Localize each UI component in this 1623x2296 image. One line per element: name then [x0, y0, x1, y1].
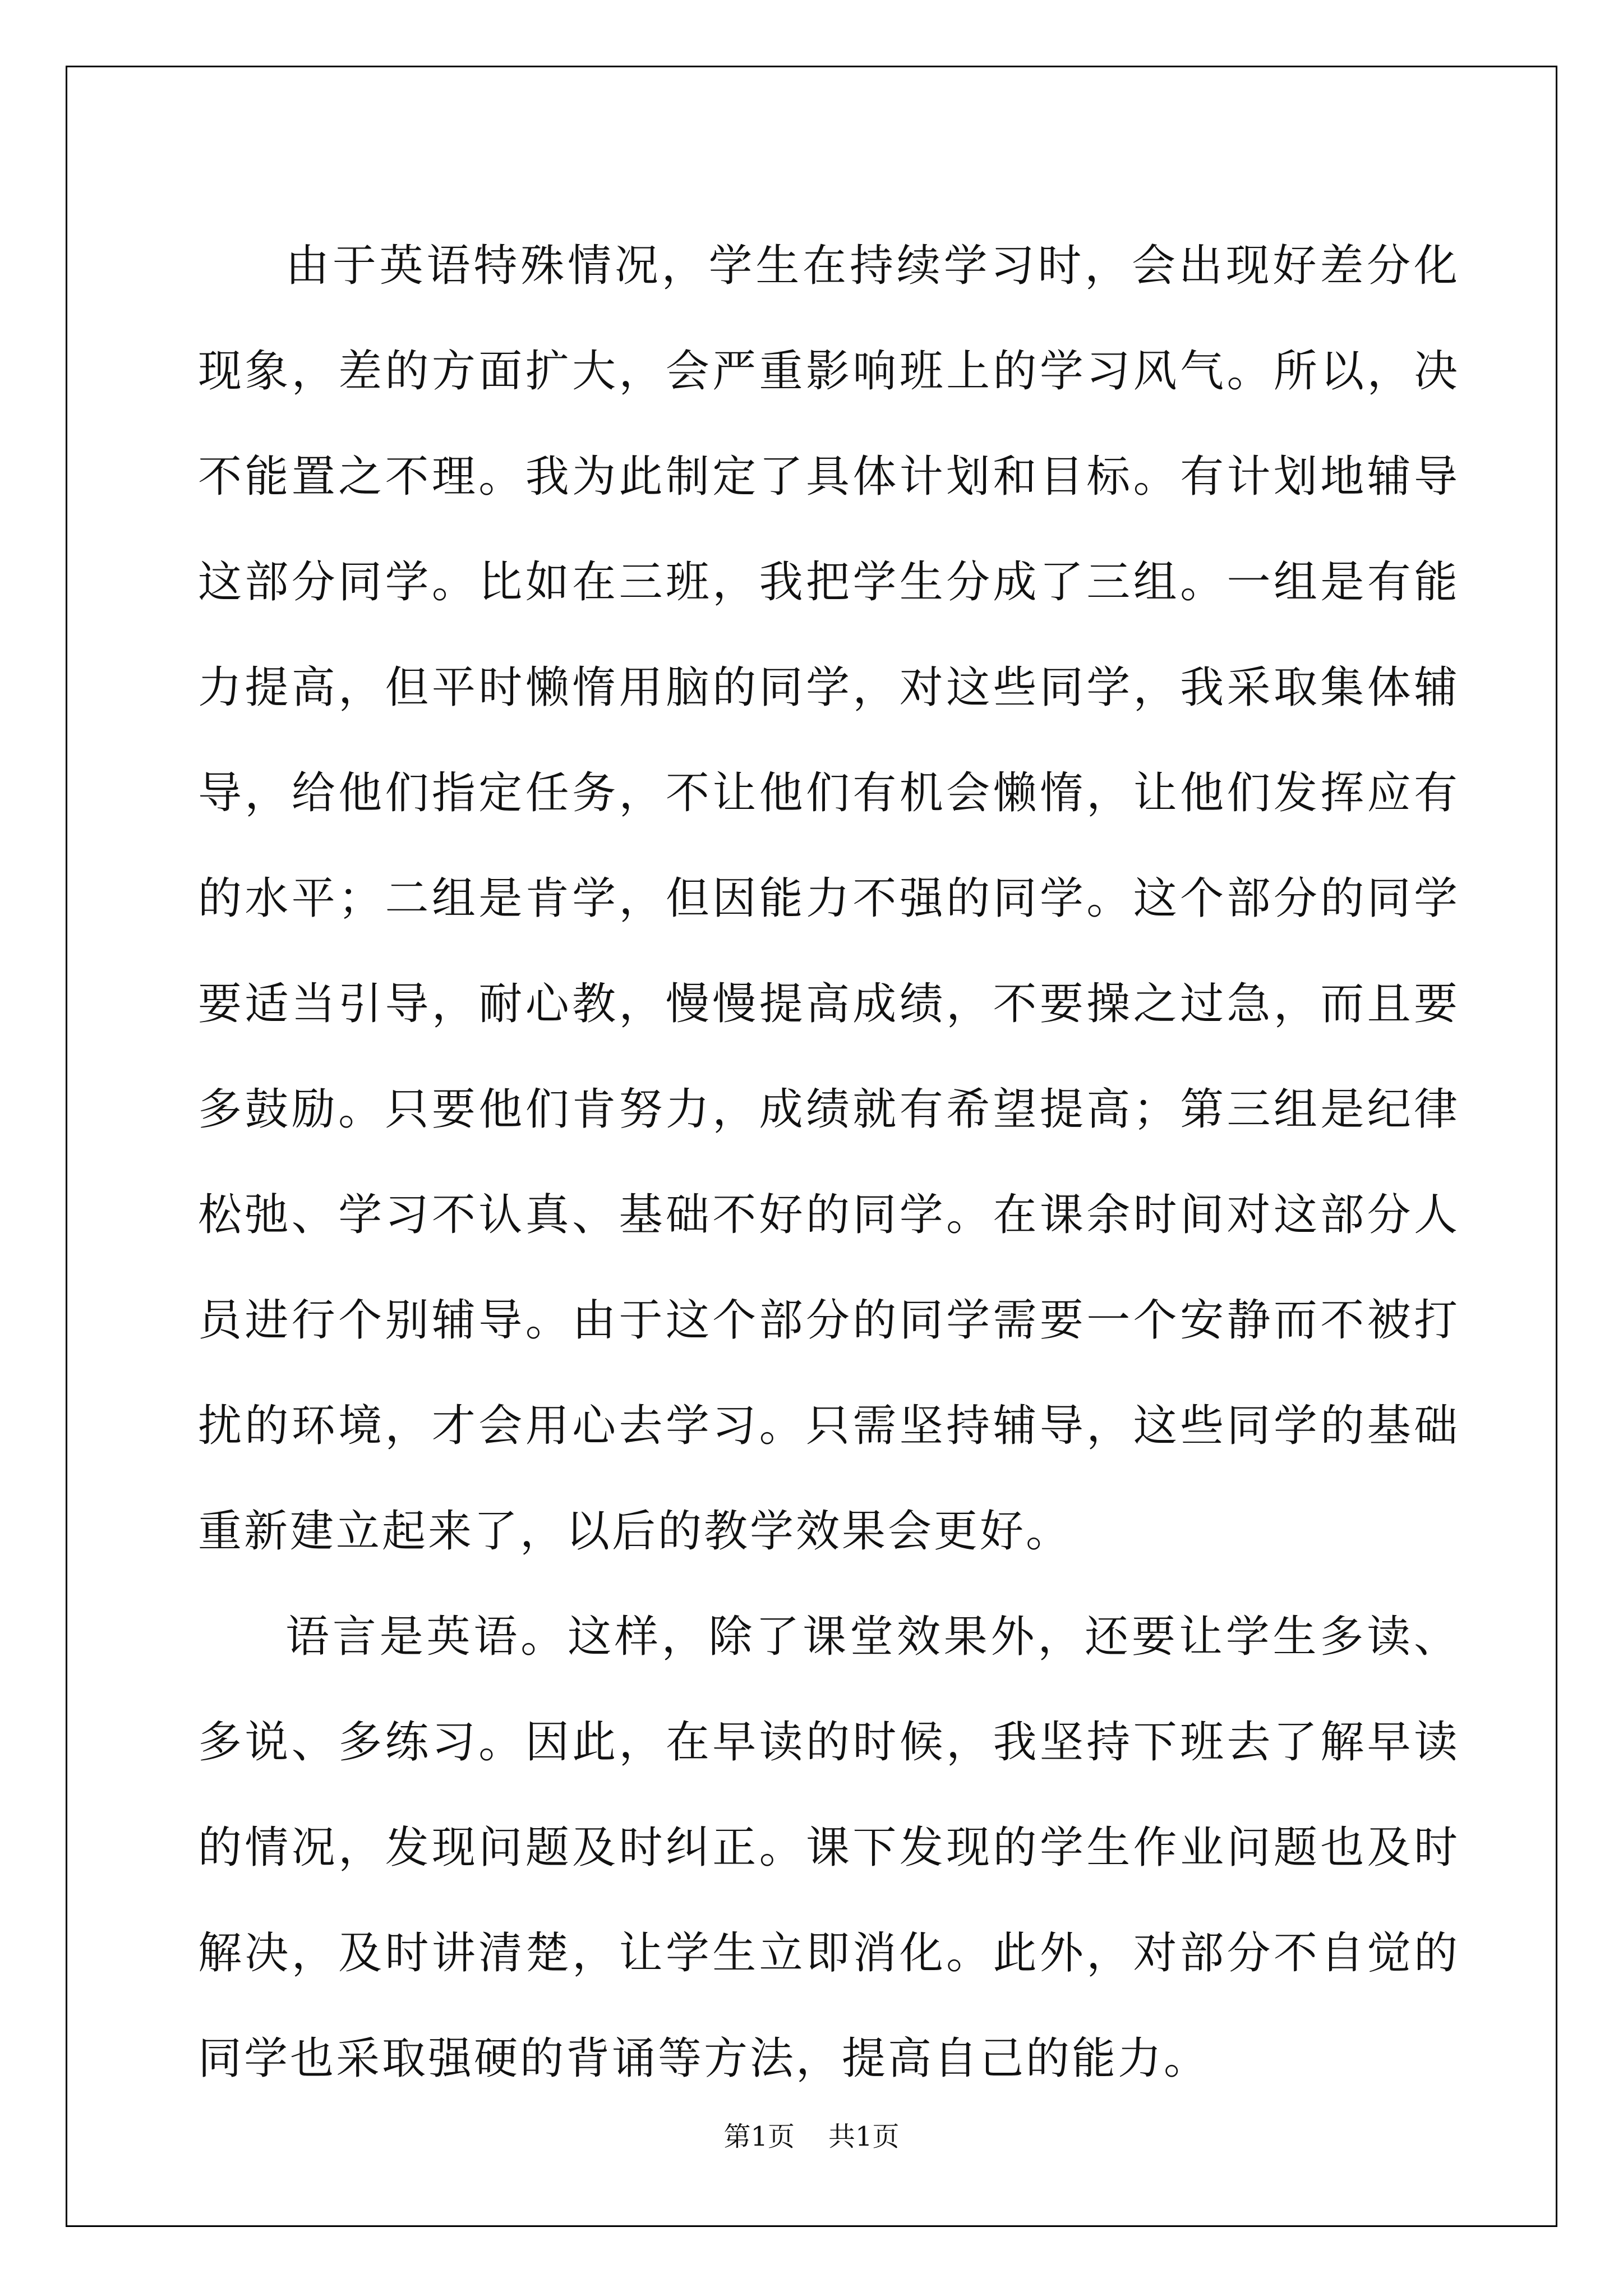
paragraph-2: 语言是英语。这样，除了课堂效果外，还要让学生多读、多说、多练习。因此，在早读的时候，我坚持下班去了解早读的情况，发现问题及时纠正。课下发现的学生作业问题也及时解决，及时讲清楚，让学生立即消化。此外，对部分不自觉的同学也采取强硬的背诵等方法，提高自己的能力。 [198, 1612, 1460, 2084]
page-footer [0, 2115, 1623, 2154]
paragraph-1: 由于英语特殊情况，学生在持续学习时，会出现好差分化现象，差的方面扩大，会严重影响班上的学习风气。所以，决不能置之不理。我为此制定了具体计划和目标。有计划地辅导这部分同学。比如在三班，我把学生分成了三组。一组是有能力提高，但平时懒惰用脑的同学，对这些同学，我采取集体辅导，给他们指定任务，不让他们有机会懒惰，让他们发挥应有的水平；二组是肯学，但因能力不强的同学。这个部分的同学要适当引导，耐心教，慢慢提高成绩，不要操之过急，而且要多鼓励。只要他们肯努力，成绩就有希望提高；第三组是纪律松弛、学习不认真、基础不好的同学。在课余时间对这部分人员进行个别辅导。由于这个部分的同学需要一个安静而不被打扰的环境，才会用心去学习。只需坚持辅导，这些同学的基础重新建立起来了，以后的教学效果会更好。 [198, 241, 1460, 1557]
page-number: 第1页 [723, 2121, 795, 2152]
document-body [198, 213, 1460, 2111]
page-total: 共1页 [828, 2121, 900, 2152]
